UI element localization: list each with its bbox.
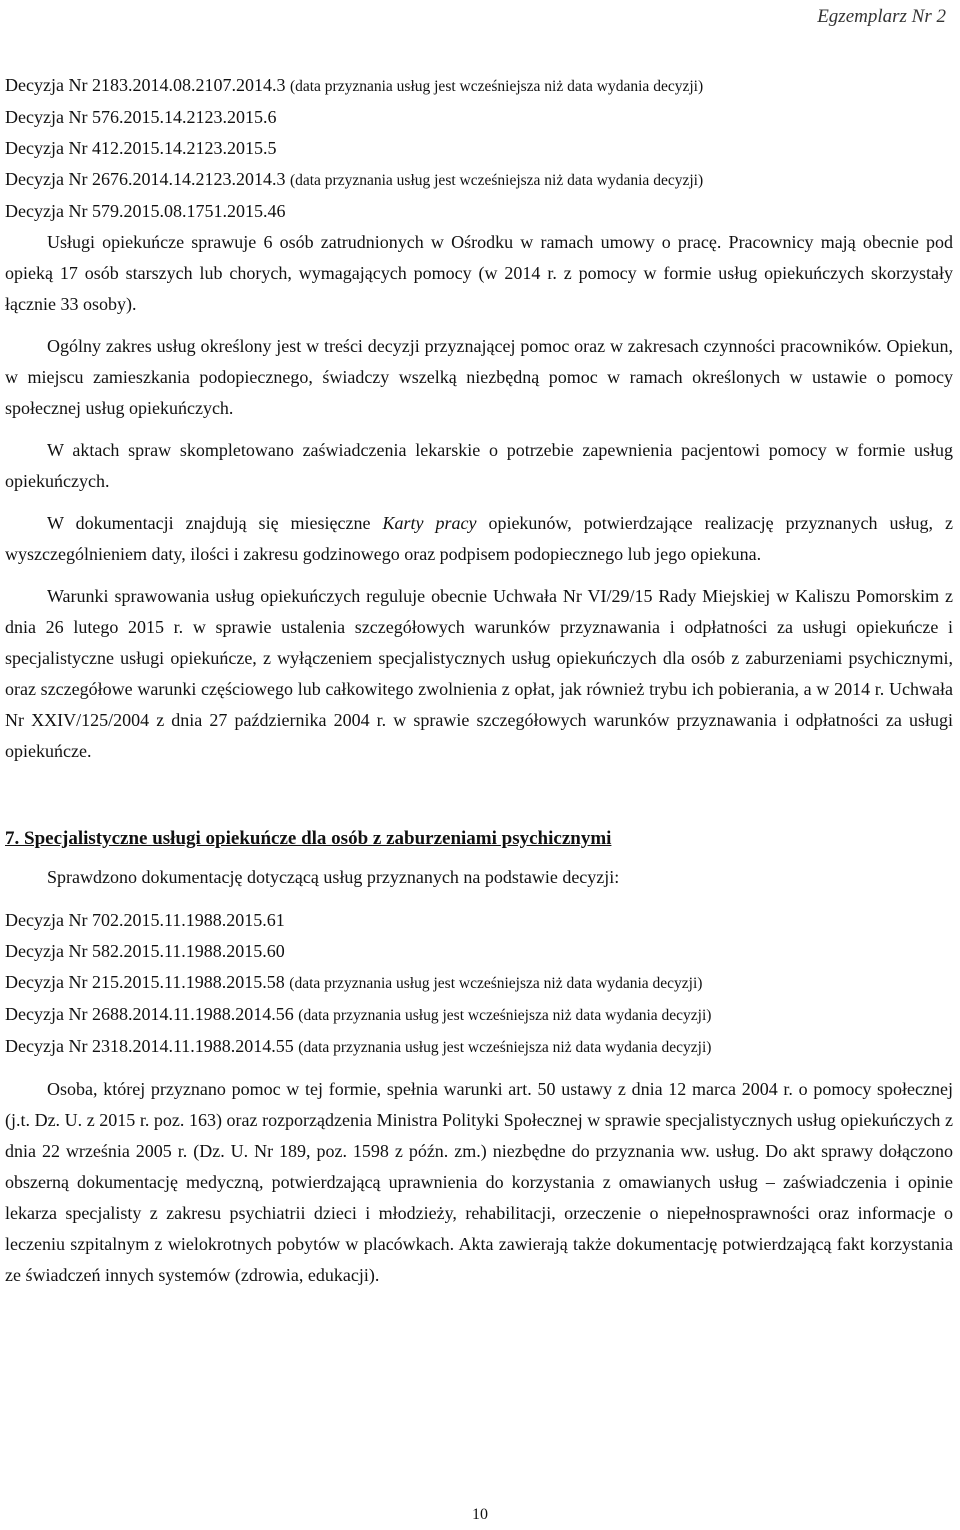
work-cards-text-start: W dokumentacji znajdują się miesięczne <box>47 513 371 533</box>
decision-number: Decyzja Nr 2183.2014.08.2107.2014.3 <box>5 75 286 95</box>
decision-note: (data przyznania usług jest wcześniejsza niż data wydania decyzji) <box>289 172 704 189</box>
paragraph-certificates: W aktach spraw skompletowano zaświadczenia lekarskie o potrzebie zapewnienia pacjentowi pomocy w formie usług opiekuńczych. <box>5 440 953 491</box>
decision-item <box>5 196 953 227</box>
decision-number: Decyzja Nr 579.2015.08.1751.2015.46 <box>5 201 286 221</box>
section-7-title: 7. Specjalistyczne usługi opiekuńcze dla osób z zaburzeniami psychicznymi <box>5 828 612 849</box>
page-number: 10 <box>472 1506 488 1523</box>
document-body <box>5 70 953 1291</box>
paragraph-scope: Ogólny zakres usług określony jest w treści decyzji przyznającej pomoc oraz w zakresach czynności pracowników. Opiekun, w miejscu zamieszkania podopiecznego, świadczy wszelką niezbędną pomoc w ramach określonych w ustawie o pomocy społecznej usług opiekuńczych. <box>5 336 953 418</box>
paragraph-eligibility: Osoba, której przyznano pomoc w tej formie, spełnia warunki art. 50 ustawy z dnia 12 marca 2004 r. o pomocy społecznej (j.t. Dz. U. z 2015 r. poz. 163) oraz rozporządzenia Ministra Polityki Społecznej w sprawie specjalistycznych usług opiekuńczych z dnia 22 września 2005 r. (Dz. U. Nr 189, poz. 1598 z późn. zm.) niezbędne do przyznania ww. usług. Do akt sprawy dołączono obszerną dokumentację medyczną, potwierdzającą uprawnienia do korzystania z omawianych usług – zaświadczenia i opinie lekarza specjalisty z zakresu psychiatrii dzieci i młodzieży, rehabilitacji, orzeczenie o niepełnosprawności oraz informacje o leczeniu szpitalnym z wielokrotnych pobytów w placówkach. Akta zawierają także dokumentację potwierdzającą fakt korzystania ze świadczeń innych systemów (zdrowia, edukacji). <box>5 1079 953 1285</box>
decision-item <box>5 164 953 196</box>
decision-item <box>5 905 953 936</box>
work-cards-text-end: opiekunów, potwierdzające realizację przyznanych usług, z wyszczególnieniem daty, ilości i zakresu godzinowego oraz podpisem podopiecznego lub jego opiekuna. <box>5 513 953 564</box>
decision-note: (data przyznania usług jest wcześniejsza niż data wydania decyzji) <box>298 1007 712 1024</box>
decision-number: Decyzja Nr 215.2015.11.1988.2015.58 <box>5 972 285 992</box>
decision-number: Decyzja Nr 2676.2014.14.2123.2014.3 <box>5 169 286 189</box>
decision-item <box>5 1031 953 1063</box>
decision-number: Decyzja Nr 2688.2014.11.1988.2014.56 <box>5 1004 294 1024</box>
paragraph-resolutions: Warunki sprawowania usług opiekuńczych reguluje obecnie Uchwała Nr VI/29/15 Rady Miejskiej w Kaliszu Pomorskim z dnia 26 lutego 2015 r. w sprawie ustalenia szczegółowych warunków przyznawania i odpłatności za usługi opiekuńcze i specjalistyczne usługi opiekuńcze, z wyłączeniem specjalistycznych usług opiekuńczych dla osób z zaburzeniami psychicznymi, oraz szczegółowe warunki częściowego lub całkowitego zwolnienia z opłat, jak również trybu ich pobierania, a w 2014 r. Uchwała Nr XXIV/125/2004 z dnia 27 października 2004 r. w sprawie szczegółowych warunków przyznawania i odpłatności za usługi opiekuńcze. <box>5 586 953 761</box>
decision-item <box>5 967 953 999</box>
decision-item <box>5 133 953 164</box>
decision-number: Decyzja Nr 582.2015.11.1988.2015.60 <box>5 941 285 961</box>
decision-list-top <box>5 70 953 227</box>
decision-item <box>5 70 953 102</box>
decision-number: Decyzja Nr 702.2015.11.1988.2015.61 <box>5 910 285 930</box>
decision-number: Decyzja Nr 576.2015.14.2123.2015.6 <box>5 107 277 127</box>
paragraph-work-cards <box>5 508 953 570</box>
decision-item <box>5 999 953 1031</box>
decision-item <box>5 102 953 133</box>
decision-item <box>5 936 953 967</box>
copy-label: Egzemplarz Nr 2 <box>817 6 946 27</box>
decision-number: Decyzja Nr 2318.2014.11.1988.2014.55 <box>5 1036 294 1056</box>
work-cards-italic: Karty pracy <box>382 513 477 533</box>
decision-list-section-7 <box>5 905 953 1063</box>
decision-number: Decyzja Nr 412.2015.14.2123.2015.5 <box>5 138 277 158</box>
decision-note: (data przyznania usług jest wcześniejsza niż data wydania decyzji) <box>289 975 703 992</box>
decision-note: (data przyznania usług jest wcześniejsza niż data wydania decyzji) <box>289 78 704 95</box>
section-7-intro: Sprawdzono dokumentację dotyczącą usług przyznanych na podstawie decyzji: <box>47 867 620 887</box>
decision-note: (data przyznania usług jest wcześniejsza niż data wydania decyzji) <box>298 1039 712 1056</box>
paragraph-caregivers: Usługi opiekuńcze sprawuje 6 osób zatrudnionych w Ośrodku w ramach umowy o pracę. Pracownicy mają obecnie pod opieką 17 osób starszych lub chorych, wymagających pomocy (w 2014 r. z pomocy w formie usług opiekuńczych skorzystały łącznie 33 osoby). <box>5 232 953 314</box>
